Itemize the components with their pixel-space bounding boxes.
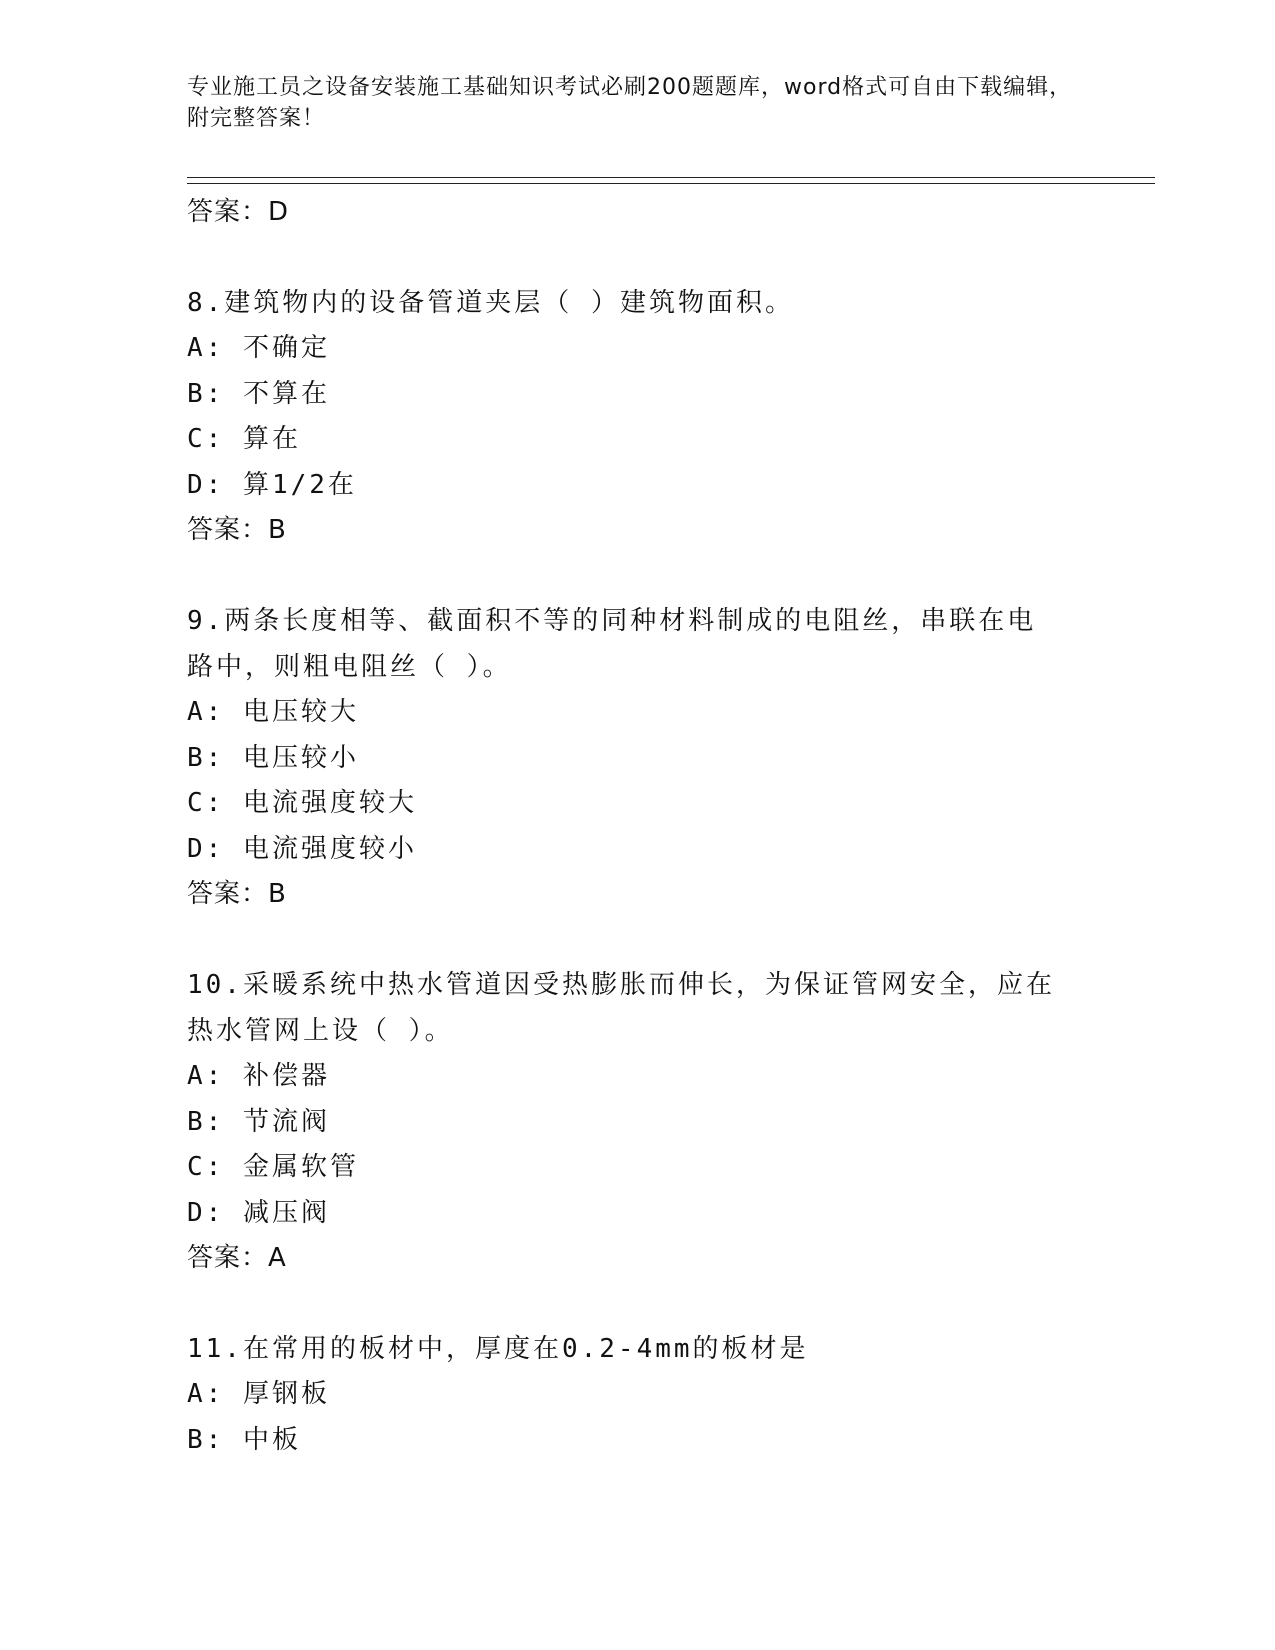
- question-list: [187, 190, 1087, 1463]
- option-a: A: 厚钢板: [187, 1379, 330, 1409]
- document-header: 专业施工员之设备安装施工基础知识考试必刷200题题库，word格式可自由下载编辑，附完整答案！: [187, 75, 1073, 131]
- option-c: C: 电流强度较大: [187, 788, 417, 818]
- answer-line: 答案：B: [187, 515, 287, 545]
- option-d: D: 减压阀: [187, 1197, 330, 1228]
- option-b: B: 不算在: [187, 378, 330, 409]
- question-block: [187, 962, 1087, 1280]
- answer-line: 答案：B: [187, 879, 287, 909]
- option-d: D: 算1/2在: [187, 469, 357, 500]
- option-b: B: 电压较小: [187, 742, 359, 773]
- question-block: [187, 1326, 1087, 1463]
- option-c: C: 算在: [187, 424, 301, 454]
- option-c: C: 金属软管: [187, 1152, 359, 1182]
- option-b: B: 中板: [187, 1424, 301, 1455]
- question-block: [187, 280, 1087, 552]
- question-block: [187, 598, 1087, 916]
- option-d: D: 电流强度较小: [187, 833, 417, 864]
- option-a: A: 电压较大: [187, 697, 359, 727]
- answer-line: 答案：A: [187, 1243, 287, 1273]
- option-a: A: 不确定: [187, 333, 330, 363]
- question-text: 11.在常用的板材中，厚度在0.2-4mm的板材是: [187, 1334, 809, 1364]
- question-text: 8.建筑物内的设备管道夹层（ ）建筑物面积。: [187, 288, 794, 318]
- header-divider-bottom: [187, 183, 1155, 184]
- option-b: B: 节流阀: [187, 1106, 330, 1137]
- question-text: 10.采暖系统中热水管道因受热膨胀而伸长，为保证管网安全，应在热水管网上设（ ）。: [187, 970, 1055, 1046]
- option-a: A: 补偿器: [187, 1061, 330, 1091]
- answer-line: 答案：D: [187, 197, 290, 227]
- question-text: 9.两条长度相等、截面积不等的同种材料制成的电阻丝，串联在电路中，则粗电阻丝（ ）。: [187, 606, 1037, 682]
- header-divider-top: [187, 177, 1155, 178]
